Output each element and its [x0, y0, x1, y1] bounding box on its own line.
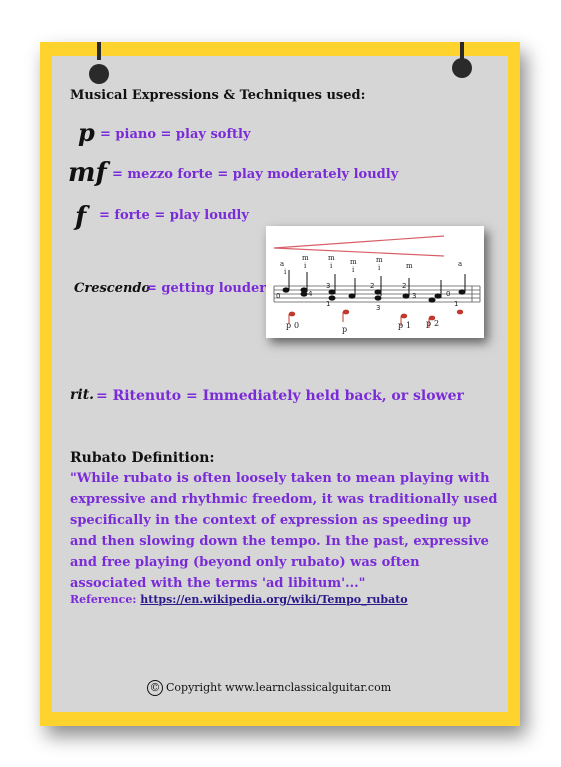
crescendo-score-svg — [266, 226, 484, 338]
rubato-heading: Rubato Definition: — [70, 450, 215, 466]
score-excerpt-image — [266, 226, 484, 338]
svg-text:p: p — [286, 321, 292, 330]
svg-text:m: m — [406, 262, 413, 270]
reference-label: Reference: — [70, 593, 137, 606]
forte-symbol: f — [75, 202, 87, 232]
svg-text:m: m — [350, 258, 357, 266]
svg-text:0: 0 — [294, 321, 300, 330]
notice-card-panel — [52, 56, 508, 712]
svg-text:2: 2 — [402, 282, 407, 290]
svg-text:a: a — [280, 260, 285, 268]
svg-text:i: i — [352, 266, 355, 274]
svg-text:i: i — [378, 264, 381, 272]
svg-text:1: 1 — [454, 300, 459, 308]
svg-text:0: 0 — [276, 292, 281, 300]
svg-text:2: 2 — [370, 282, 375, 290]
piano-text: = piano = play softly — [100, 127, 251, 142]
svg-text:m: m — [302, 254, 309, 262]
svg-text:1: 1 — [326, 300, 331, 308]
svg-text:1: 1 — [406, 321, 412, 330]
copyright-text: Copyright www.learnclassicalguitar.com — [166, 681, 392, 694]
svg-text:m: m — [328, 254, 335, 262]
piano-symbol: p — [78, 118, 95, 147]
rubato-quote: "While rubato is often loosely taken to mean playing with expressive and rhythmic freedom, it was traditionally used specifically in the context of expression as speeding up and then slowing down the tempo. In the past, expressive and free playing (beyond only rubato) was often associated with the terms 'ad libitum'..." — [70, 471, 498, 591]
svg-text:m: m — [376, 256, 383, 264]
pin-left-icon — [89, 64, 109, 84]
pin-right-icon — [452, 58, 472, 78]
forte-text: = forte = play loudly — [99, 208, 249, 223]
svg-text:0: 0 — [446, 290, 451, 298]
svg-text:p: p — [398, 321, 404, 330]
ritenuto-text: = Ritenuto = Immediately held back, or slower — [96, 388, 464, 404]
svg-text:p: p — [342, 325, 348, 334]
svg-text:i: i — [284, 268, 287, 276]
svg-text:p: p — [426, 319, 432, 328]
crescendo-text: = getting louder — [146, 281, 267, 296]
svg-text:a: a — [458, 260, 463, 268]
reference-line — [70, 593, 408, 606]
svg-text:3: 3 — [376, 304, 381, 312]
svg-text:i: i — [330, 262, 333, 270]
mezzo-forte-symbol: mf — [68, 158, 107, 188]
page-title: Musical Expressions & Techniques used: — [70, 88, 366, 103]
copyright-footer — [147, 680, 391, 696]
mezzo-forte-text: = mezzo forte = play moderately loudly — [112, 167, 399, 182]
crescendo-symbol: Crescendo — [74, 281, 151, 296]
svg-text:i: i — [304, 262, 307, 270]
reference-link[interactable]: https://en.wikipedia.org/wiki/Tempo_rubato — [140, 593, 408, 606]
pin-stem-left — [97, 42, 101, 60]
svg-text:3: 3 — [412, 292, 417, 300]
copyright-icon: © — [147, 680, 163, 696]
svg-text:4: 4 — [308, 290, 313, 298]
svg-text:2: 2 — [434, 319, 440, 328]
ritenuto-symbol: rit. — [70, 387, 95, 403]
svg-text:3: 3 — [326, 282, 331, 290]
